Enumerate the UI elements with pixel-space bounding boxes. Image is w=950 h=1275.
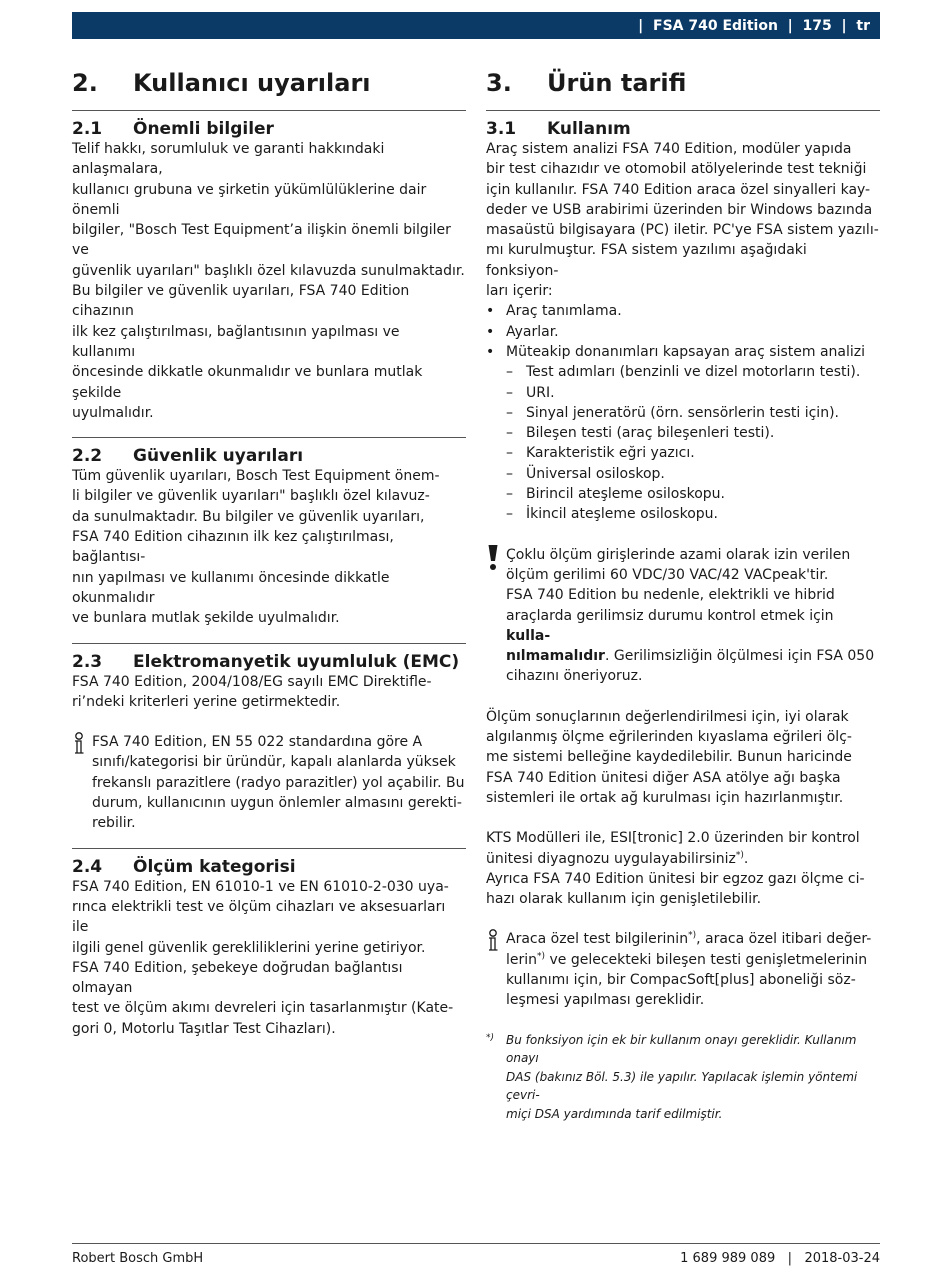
section-2-3 [72, 643, 466, 834]
section-2-2-text: Tüm güvenlik uyarıları, Bosch Test Equipment önem- li bilgiler ve güvenlik uyarıları" başlıklı özel kılavuz- da sunulmaktadır. Bu bilgiler ve güvenlik uyarıları, FSA 740 Edition cihazının ilk kez çalıştırılması, bağlantısı- nın yapılması ve kullanımı öncesinde dikkatle okunmalıdır ve bunlara mutlak şekilde uyulmalıdır. [72, 468, 440, 627]
section-heading: 2.3 Elektromanyetik uyumluluk (EMC) [72, 651, 460, 672]
section-heading: 2.2 Güvenlik uyarıları [72, 446, 304, 467]
section-2-1-text: Telif hakkı, sorumluluk ve garanti hakkındaki anlaşmalara, kullanıcı grubuna ve şirketin yükümlülüklerine dair önemli bilgiler, "Bosch Test Equipment’a ilişkin önemli bilgiler ve güvenlik uyarıları" başlıklı özel kılavuzda sunulmaktadır. Bu bilgiler ve güvenlik uyarıları, FSA 740 Edition cihazının ilk kez çalıştırılması, bağlantısının yapılması ve kullanımı öncesinde dikkatle okunmalıdır ve bunlara mutlak şekilde uyulmalıdır. [72, 141, 465, 421]
chapter-title: Ürün tarifi [547, 69, 687, 97]
section-heading: 3.1 Kullanım [486, 119, 631, 139]
list-item: – İkincil ateşleme osiloskopu. [506, 504, 880, 524]
info-icon [72, 732, 92, 833]
footnote [486, 1031, 880, 1124]
list-item: – Birincil ateşleme osiloskopu. [506, 484, 880, 504]
emc-note-text: FSA 740 Edition, EN 55 022 standardına göre A sınıfı/kategorisi bir üründür, kapalı alanlarda yüksek frekanslı parazitlere (radyo parazitler) yol açabilir. Bu durum, kullanıcının uygun önlemler almasını gerekti- rebilir. [92, 734, 465, 832]
info-icon [486, 929, 506, 1010]
subscription-note-text: Araca özel test bilgilerinin*), araca özel itibari değer- lerin*) ve gelecekteki bileşen testi genişletmelerinin kullanımı için, bir CompacSoft[plus] aboneliği söz- leşmesi yapılması gereklidir. [506, 930, 872, 1009]
chapter-2-heading [72, 66, 466, 111]
section-3-1 [486, 111, 880, 1123]
list-item: • Araç tanımlama. [486, 301, 880, 321]
footer-doc-info: 1 689 989 089 | 2018-03-24 [680, 1251, 880, 1266]
chapter-3-heading [486, 66, 880, 111]
section-heading: 2.4 Ölçüm kategorisi [72, 856, 296, 877]
list-item: – URI. [506, 383, 880, 403]
header-product: FSA 740 Edition [653, 17, 778, 34]
function-list [486, 301, 880, 362]
list-item: • Ayarlar. [486, 322, 880, 342]
footer-doc-number: 1 689 989 089 [680, 1251, 776, 1266]
page-header-bar: | FSA 740 Edition | 175 | tr [72, 12, 880, 39]
header-language: tr [856, 17, 870, 34]
subscription-info-note [486, 929, 880, 1010]
header-page-number: 175 [802, 17, 832, 34]
list-item: – Üniversal osiloskop. [506, 464, 880, 484]
chapter-title: Kullanıcı uyarıları [133, 69, 371, 97]
emc-info-note [72, 732, 466, 833]
section-2-3-text: FSA 740 Edition, 2004/108/EG sayılı EMC Direktifle- ri’ndeki kriterleri yerine getirmektedir. [72, 673, 432, 710]
right-column [486, 66, 880, 1123]
footnote-mark: *) [486, 1032, 495, 1043]
chapter-number: 3. [486, 69, 512, 97]
sub-function-list [486, 362, 880, 524]
chapter-number: 2. [72, 69, 98, 97]
section-heading: 2.1 Önemli bilgiler [72, 119, 274, 139]
section-3-1-intro: Araç sistem analizi FSA 740 Edition, modüler yapıda bir test cihazıdır ve otomobil atölyelerinde test tekniği için kullanılır. FSA 740 Edition araca özel sinyalleri kay- deder ve USB arabirimi üzerinden bir Windows bazında masaüstü bilgisayara (PC) iletir. PC'ye FSA sistem yazılı- mı kurulmuştur. FSA sistem yazılımı aşağıdaki fonksiyon- ları içerir: [486, 141, 879, 300]
list-item: – Bileşen testi (araç bileşenleri testi). [506, 423, 880, 443]
list-item: • Müteakip donanımları kapsayan araç sistem analizi [486, 342, 880, 362]
list-item: – Karakteristik eğri yazıcı. [506, 443, 880, 463]
section-2-4 [72, 848, 466, 1039]
list-item: – Sinyal jeneratörü (örn. sensörlerin testi için). [506, 403, 880, 423]
warning-text: Çoklu ölçüm girişlerinde azami olarak izin verilen ölçüm gerilimi 60 VDC/30 VAC/42 VACpeak'tir. FSA 740 Edition bu nedenle, elektrikli ve hibrid araçlarda gerilimsiz durumu kontrol etmek için kulla- nılmamalıdır. Gerilimsizliğin ölçülmesi için FSA 050 cihazını öneriyoruz. [506, 546, 875, 685]
section-2-2 [72, 437, 466, 628]
voltage-warning-note [486, 545, 880, 687]
left-column [72, 66, 466, 1039]
kts-paragraph: KTS Modülleri ile, ESI[tronic] 2.0 üzerinden bir kontrol ünitesi diyagnozu uygulayabilirsiniz*). Ayrıca FSA 740 Edition ünitesi bir egzoz gazı ölçme ci- hazı olarak kullanım için genişletilebilir. [486, 830, 865, 908]
list-item: – Test adımları (benzinli ve dizel motorların testi). [506, 362, 880, 382]
section-2-4-text: FSA 740 Edition, EN 61010-1 ve EN 61010-2-030 uya- rınca elektrikli test ve ölçüm cihazları ve aksesuarları ile ilgili genel güvenlik gerekliliklerini yerine getiriyor. FSA 740 Edition, şebekeye doğrudan bağlantısı olmayan test ve ölçüm akımı devreleri için tasarlanmıştır (Kate- gori 0, Motorlu Taşıtlar Test Cihazları). [72, 878, 454, 1037]
footer-date: 2018-03-24 [804, 1251, 880, 1266]
footer-rule [72, 1243, 880, 1244]
section-2-1 [72, 111, 466, 423]
footer-company: Robert Bosch GmbH [72, 1251, 204, 1266]
footnote-text: Bu fonksiyon için ek bir kullanım onayı gereklidir. Kullanım onayı DAS (bakınız Böl. 5.3) ile yapılır. Yapılacak işlemin yöntemi çevri- miçi DSA yardımında tarif edilmiştir. [506, 1032, 858, 1121]
evaluation-paragraph: Ölçüm sonuçlarının değerlendirilmesi için, iyi olarak algılanmış ölçme eğrilerinden kıyaslama eğrileri ölç- me sistemi belleğine kaydedilebilir. Bunun haricinde FSA 740 Edition ünitesi diğer ASA atölye ağı başka sistemleri ile ortak ağ kurulması için hazırlanmıştır. [486, 708, 852, 806]
exclamation-warning-icon [486, 545, 506, 687]
